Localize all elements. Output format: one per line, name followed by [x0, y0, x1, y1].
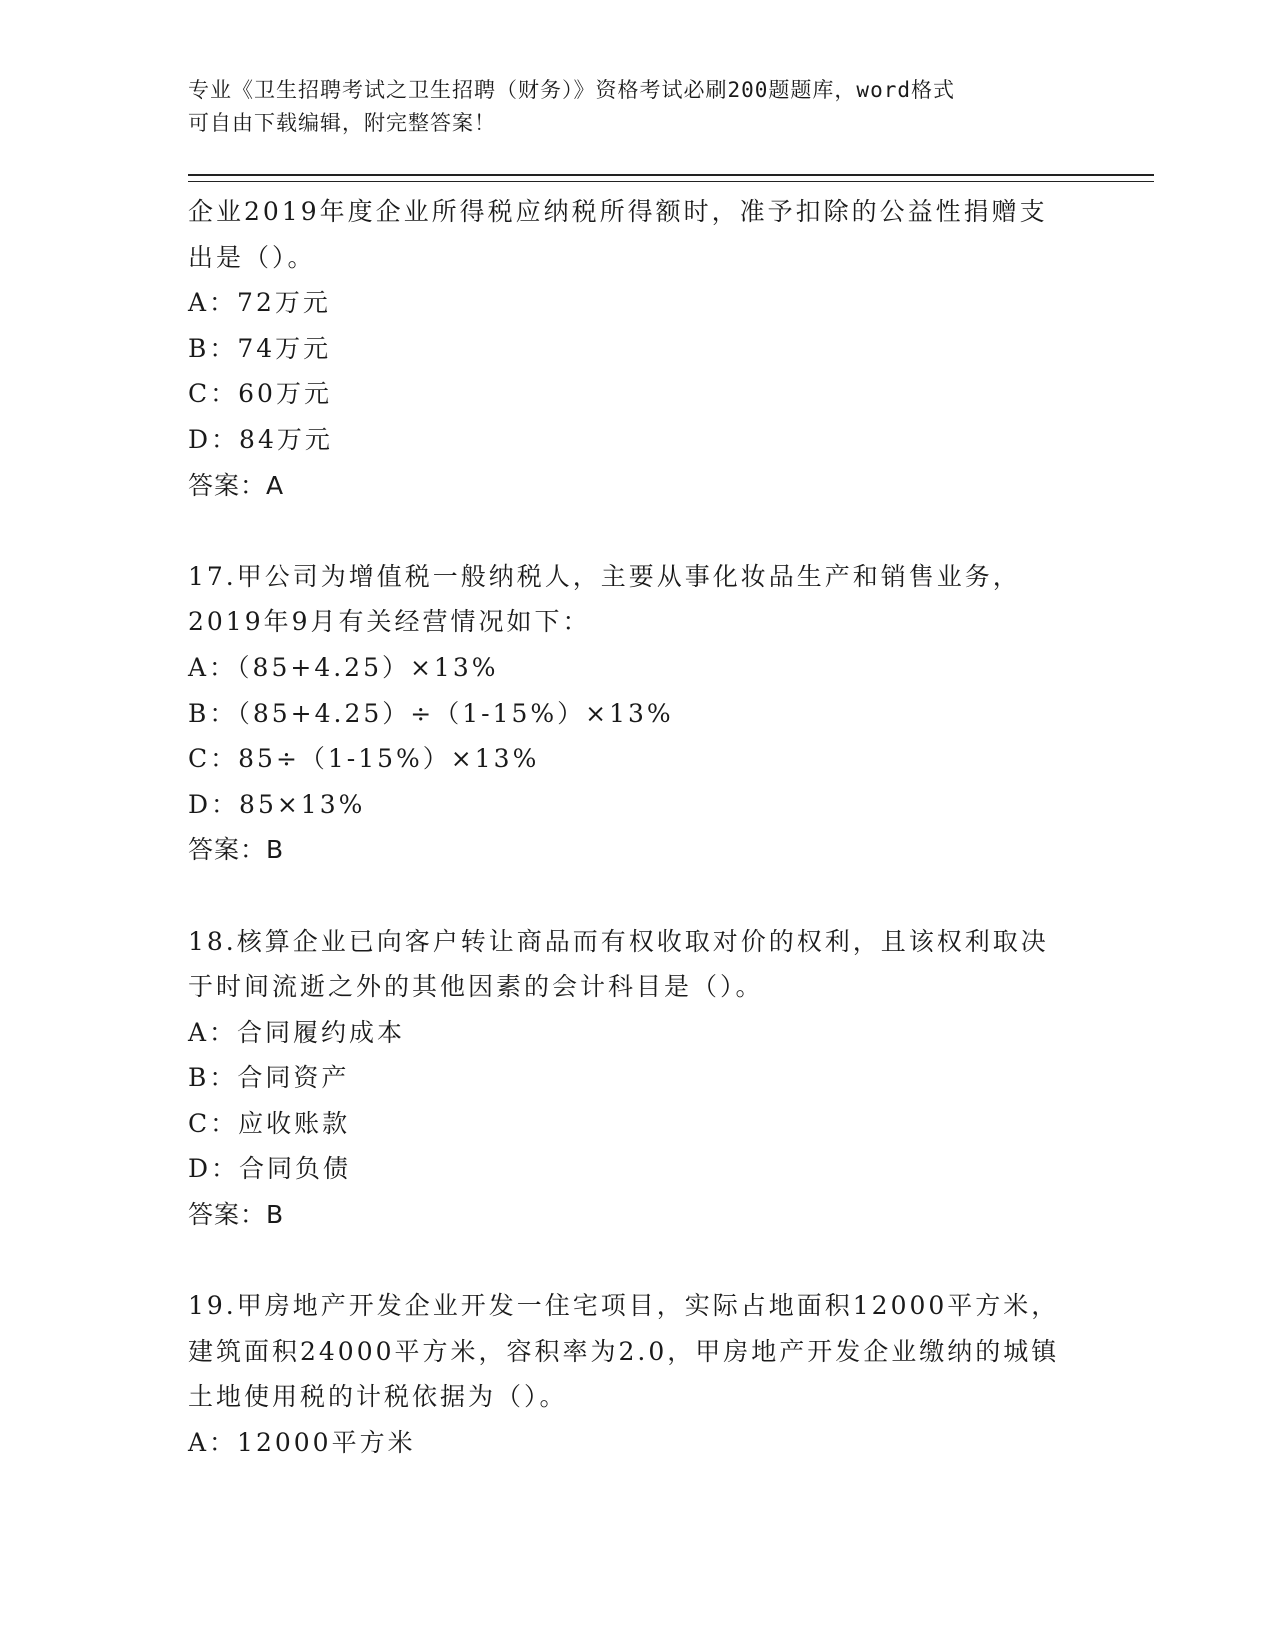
option-d: D：84万元: [188, 424, 333, 454]
option-d: D：合同负债: [188, 1154, 352, 1184]
option-a: A：12000平方米: [188, 1428, 416, 1458]
option-b: B：（85+4.25）÷（1-15%）×13%: [188, 698, 674, 728]
question-17: [188, 554, 1088, 873]
question-text: 17.甲公司为增值税一般纳税人，主要从事化妆品生产和销售业务，: [188, 561, 1021, 591]
document-header: [188, 74, 1068, 140]
question-text: 建筑面积24000平方米，容积率为2.0，甲房地产开发企业缴纳的城镇: [188, 1336, 1060, 1366]
option-c: C：60万元: [188, 379, 332, 409]
question-text: 19.甲房地产开发企业开发一住宅项目，实际占地面积12000平方米，: [188, 1291, 1060, 1321]
header-line-2: 可自由下载编辑，附完整答案！: [188, 111, 496, 135]
header-divider-thin: [188, 181, 1154, 182]
header-divider-thick: [188, 174, 1154, 176]
question-19: [188, 1283, 1088, 1465]
question-text: 于时间流逝之外的其他因素的会计科目是（）。: [188, 972, 764, 1002]
option-a: A：72万元: [188, 288, 331, 318]
answer: 答案：A: [188, 470, 285, 500]
option-a: A：合同履约成本: [188, 1017, 406, 1047]
answer: 答案：B: [188, 1200, 285, 1230]
question-text: 出是（）。: [188, 242, 316, 272]
option-b: B：合同资产: [188, 1063, 350, 1093]
question-text: 土地使用税的计税依据为（）。: [188, 1382, 568, 1412]
option-b: B：74万元: [188, 333, 332, 363]
answer: 答案：B: [188, 835, 285, 865]
option-d: D：85×13%: [188, 789, 366, 819]
option-c: C：85÷（1-15%）×13%: [188, 744, 540, 774]
question-list: [188, 189, 1088, 1466]
question-text: 18.核算企业已向客户转让商品而有权收取对价的权利，且该权利取决: [188, 926, 1049, 956]
header-line-1: 专业《卫生招聘考试之卫生招聘（财务）》资格考试必刷200题题库，word格式: [188, 78, 955, 102]
question-18: [188, 919, 1088, 1238]
question-text: 企业2019年度企业所得税应纳税所得额时，准予扣除的公益性捐赠支: [188, 197, 1048, 226]
option-a: A：（85+4.25）×13%: [188, 652, 499, 682]
question-16: [188, 189, 1088, 508]
question-text: 2019年9月有关经营情况如下：: [188, 607, 591, 637]
option-c: C：应收账款: [188, 1108, 351, 1138]
